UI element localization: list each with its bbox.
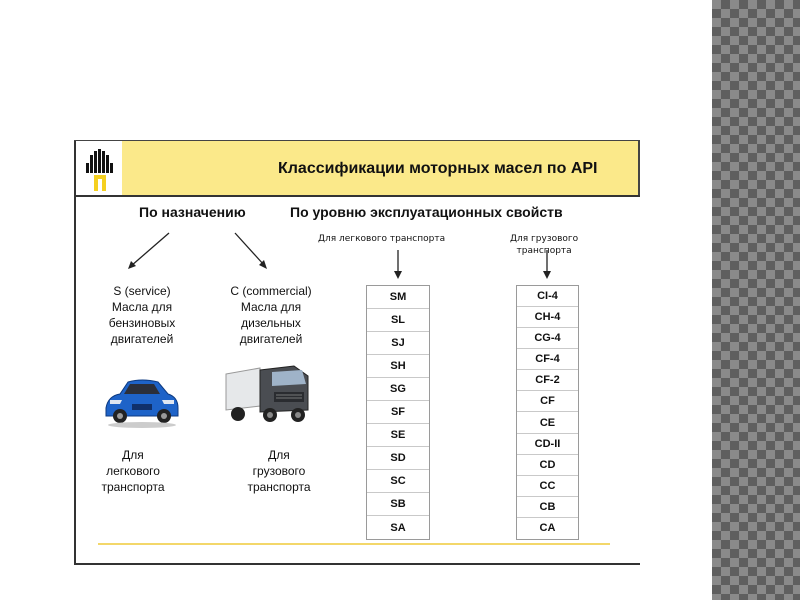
truck-icon <box>220 362 316 426</box>
class-cell: CC <box>517 476 578 497</box>
subheader-light: Для легкового транспорта <box>318 234 446 244</box>
class-cell: SF <box>367 401 429 424</box>
class-cell: SC <box>367 470 429 493</box>
slide <box>74 140 640 565</box>
accent-line <box>98 543 610 545</box>
class-cell: SH <box>367 355 429 378</box>
caption-heavy-transport: Для грузового транспорта <box>247 448 311 494</box>
title-bar <box>122 141 640 195</box>
class-cell: SA <box>390 521 406 534</box>
class-cell: CE <box>517 412 578 433</box>
class-cell: SJ <box>367 332 429 355</box>
decorative-pattern <box>712 0 800 600</box>
class-cell: CD <box>517 455 578 476</box>
class-cell: CI-4 <box>517 286 578 307</box>
category-commercial: C (commercial) Масла для дизельных двигателей <box>230 284 312 346</box>
header-performance: По уровню эксплуатационных свойств <box>290 204 563 220</box>
s-classes-table <box>366 285 430 540</box>
logo <box>74 141 124 195</box>
car-icon <box>102 370 182 430</box>
class-cell: CB <box>517 497 578 518</box>
class-cell: SM <box>367 286 429 309</box>
class-cell: SG <box>367 378 429 401</box>
class-cell: CF <box>517 391 578 412</box>
class-cell: SD <box>367 447 429 470</box>
class-cell: CA <box>539 522 556 535</box>
header-purpose: По назначению <box>139 204 246 220</box>
divider <box>74 195 640 197</box>
subheader-heavy: Для грузового транспорта <box>510 234 579 256</box>
arrow-down-right-icon <box>229 230 299 280</box>
arrow-down-left-icon <box>114 230 184 280</box>
arrow-down-icon <box>541 248 553 280</box>
frame-border <box>74 195 76 564</box>
category-service: S (service) Масла для бензиновых двигателей <box>108 284 176 346</box>
rosneft-logo-icon <box>76 141 124 195</box>
class-cell: CF-2 <box>517 370 578 391</box>
class-cell: CF-4 <box>517 349 578 370</box>
slide-title: Классификации моторных масел по API <box>278 160 598 177</box>
caption-light-transport: Для легкового транспорта <box>101 448 165 494</box>
class-cell: CD-II <box>517 434 578 455</box>
c-classes-table <box>516 285 579 540</box>
class-cell: SB <box>367 493 429 516</box>
frame-border <box>74 563 640 565</box>
class-cell: CH-4 <box>517 307 578 328</box>
class-cell: CG-4 <box>517 328 578 349</box>
class-cell: SL <box>367 309 429 332</box>
arrow-down-icon <box>392 248 404 280</box>
class-cell: SE <box>367 424 429 447</box>
